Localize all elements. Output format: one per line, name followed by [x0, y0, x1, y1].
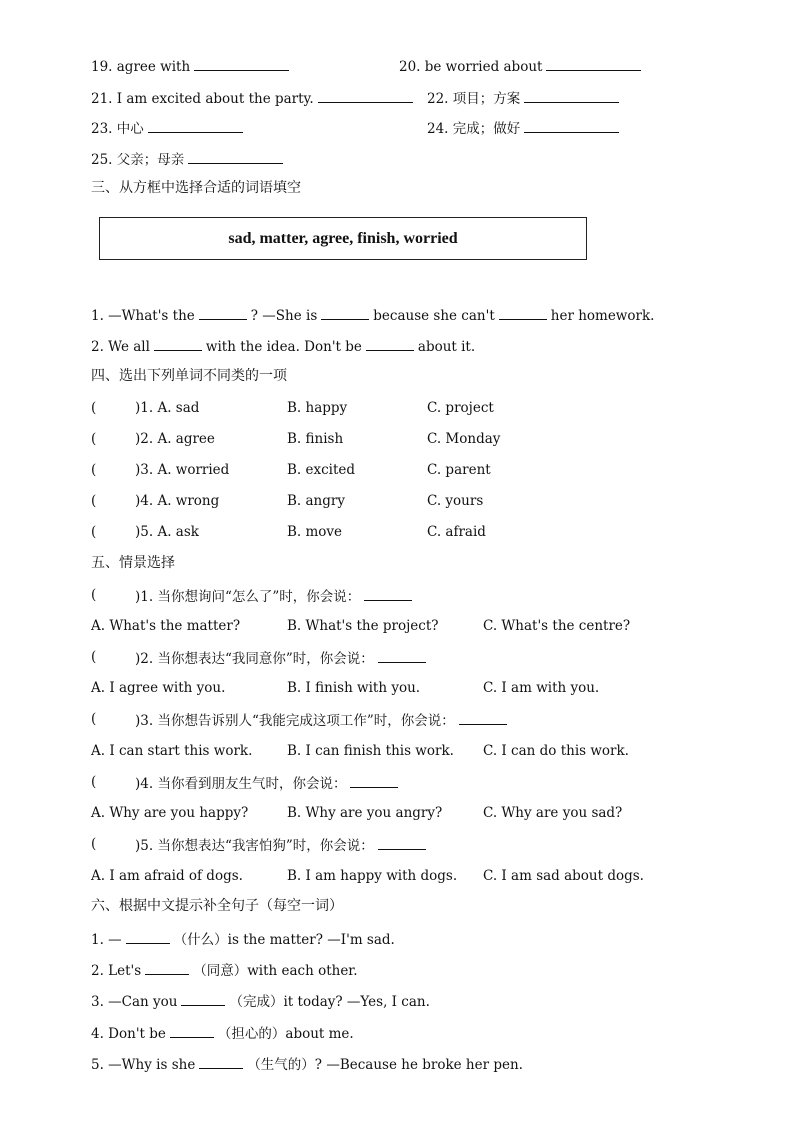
answer-blank[interactable]	[154, 336, 202, 351]
complete-sentence-4	[91, 1023, 354, 1043]
sentence-text: 2. Let's	[91, 963, 142, 979]
option-c: C. Monday	[427, 431, 501, 447]
question-text: 1. —What's the	[91, 308, 195, 324]
question-text: about it.	[417, 339, 476, 355]
answer-paren[interactable]: (	[91, 711, 97, 727]
vocab-item-21	[91, 88, 417, 108]
option-a: )2. A. agree	[135, 431, 215, 447]
word-box-text: sad, matter, agree, finish, worried	[228, 229, 458, 247]
option-b[interactable]: B. I finish with you.	[287, 680, 421, 696]
question-text: )5. 当你想表达“我害怕狗”时，你会说：	[135, 838, 374, 854]
option-c[interactable]: C. Why are you sad?	[483, 805, 623, 821]
choice-row-1	[91, 399, 96, 417]
answer-blank[interactable]	[181, 991, 225, 1006]
question-text: )4. 当你看到朋友生气时，你会说：	[135, 776, 347, 792]
answer-blank[interactable]	[459, 710, 507, 725]
question-text: her homework.	[550, 308, 655, 324]
answer-paren[interactable]: (	[91, 587, 97, 603]
option-b[interactable]: B. I am happy with dogs.	[287, 868, 458, 884]
choice-row-3	[91, 461, 96, 479]
scenario-prompt-2	[135, 648, 430, 668]
vocab-item-19	[91, 56, 293, 76]
sentence-text: （同意）with each other.	[193, 963, 358, 979]
option-c: C. parent	[427, 462, 491, 478]
answer-blank[interactable]	[524, 118, 619, 133]
option-b: B. angry	[287, 493, 345, 509]
option-b: B. move	[287, 524, 343, 540]
question-text: )1. 当你想询问“怎么了”时，你会说：	[135, 589, 361, 605]
sentence-text: 4. Don't be	[91, 1026, 166, 1042]
option-b: B. finish	[287, 431, 344, 447]
section-6-title: 六、根据中文提示补全句子（每空一词）	[91, 898, 343, 914]
choice-row-5	[91, 523, 96, 541]
answer-blank[interactable]	[350, 773, 398, 788]
scenario-question-3	[91, 710, 96, 728]
option-a[interactable]: A. Why are you happy?	[91, 805, 249, 821]
scenario-question-4	[91, 773, 96, 791]
option-b: B. excited	[287, 462, 356, 478]
section-5-title: 五、情景选择	[91, 555, 175, 571]
fill-question-2	[91, 336, 475, 356]
option-b[interactable]: B. I can finish this work.	[287, 743, 454, 759]
option-a: )4. A. wrong	[135, 493, 220, 509]
section-4-title: 四、选出下列单词不同类的一项	[91, 368, 287, 384]
answer-blank[interactable]	[546, 56, 641, 71]
sentence-text: （担心的）about me.	[217, 1026, 354, 1042]
complete-sentence-5	[91, 1054, 523, 1074]
scenario-question-1	[91, 586, 96, 604]
option-b[interactable]: B. What's the project?	[287, 618, 439, 634]
option-a[interactable]: A. I am afraid of dogs.	[91, 868, 243, 884]
option-b: B. happy	[287, 400, 348, 416]
option-c: C. yours	[427, 493, 484, 509]
sentence-text: 1. —	[91, 932, 122, 948]
option-c: C. project	[427, 400, 494, 416]
question-text: because she can't	[373, 308, 495, 324]
option-a[interactable]: A. I can start this work.	[91, 743, 253, 759]
scenario-prompt-3	[135, 710, 511, 730]
vocab-text: 22. 项目；方案	[427, 91, 521, 107]
answer-blank[interactable]	[148, 118, 243, 133]
answer-paren[interactable]: (	[91, 493, 97, 509]
answer-blank[interactable]	[378, 835, 426, 850]
vocab-text: 24. 完成；做好	[427, 121, 521, 137]
scenario-question-5	[91, 835, 96, 853]
question-text: )2. 当你想表达“我同意你”时，你会说：	[135, 651, 374, 667]
vocab-text: 21. I am excited about the party.	[91, 91, 314, 107]
scenario-prompt-4	[135, 773, 402, 793]
answer-blank[interactable]	[199, 305, 247, 320]
option-a: )3. A. worried	[135, 462, 230, 478]
answer-paren[interactable]: (	[91, 400, 97, 416]
option-a: )1. A. sad	[135, 400, 200, 416]
scenario-prompt-1	[135, 586, 416, 606]
answer-paren[interactable]: (	[91, 431, 97, 447]
answer-paren[interactable]: (	[91, 774, 97, 790]
answer-blank[interactable]	[194, 56, 289, 71]
option-a: )5. A. ask	[135, 524, 199, 540]
question-text: )3. 当你想告诉别人“我能完成这项工作”时，你会说：	[135, 713, 455, 729]
answer-blank[interactable]	[318, 88, 413, 103]
option-c: C. afraid	[427, 524, 486, 540]
vocab-item-24	[427, 118, 623, 138]
answer-paren[interactable]: (	[91, 649, 97, 665]
vocab-item-25	[91, 149, 287, 169]
question-text: with the idea. Don't be	[205, 339, 362, 355]
sentence-text: 5. —Why is she	[91, 1057, 196, 1073]
choice-row-4	[91, 492, 96, 510]
answer-blank[interactable]	[126, 929, 170, 944]
sentence-text: （完成）it today? —Yes, I can.	[229, 994, 430, 1010]
answer-blank[interactable]	[499, 305, 547, 320]
vocab-item-23	[91, 118, 247, 138]
answer-blank[interactable]	[170, 1023, 214, 1038]
answer-paren[interactable]: (	[91, 462, 97, 478]
complete-sentence-2	[91, 960, 358, 980]
answer-blank[interactable]	[199, 1054, 243, 1069]
sentence-text: （什么）is the matter? —I'm sad.	[173, 932, 395, 948]
answer-blank[interactable]	[321, 305, 369, 320]
vocab-item-22	[427, 88, 623, 108]
sentence-text: 3. —Can you	[91, 994, 178, 1010]
option-b[interactable]: B. Why are you angry?	[287, 805, 443, 821]
option-a[interactable]: A. I agree with you.	[91, 680, 226, 696]
answer-paren[interactable]: (	[91, 524, 97, 540]
scenario-question-2	[91, 648, 96, 666]
answer-blank[interactable]	[524, 88, 619, 103]
section-3-title: 三、从方框中选择合适的词语填空	[91, 180, 301, 196]
vocab-item-20	[399, 56, 645, 76]
choice-row-2	[91, 430, 96, 448]
fill-question-1	[91, 305, 654, 325]
option-c[interactable]: C. I am with you.	[483, 680, 600, 696]
answer-paren[interactable]: (	[91, 836, 97, 852]
option-c[interactable]: C. I am sad about dogs.	[483, 868, 644, 884]
scenario-prompt-5	[135, 835, 430, 855]
option-c[interactable]: C. What's the centre?	[483, 618, 631, 634]
answer-blank[interactable]	[378, 648, 426, 663]
answer-blank[interactable]	[145, 960, 189, 975]
vocab-text: 20. be worried about	[399, 59, 543, 75]
vocab-text: 19. agree with	[91, 59, 191, 75]
answer-blank[interactable]	[366, 336, 414, 351]
option-a[interactable]: A. What's the matter?	[91, 618, 241, 634]
vocab-text: 23. 中心	[91, 121, 144, 137]
complete-sentence-3	[91, 991, 430, 1011]
sentence-text: （生气的）? —Because he broke her pen.	[247, 1057, 523, 1073]
vocab-text: 25. 父亲；母亲	[91, 152, 185, 168]
question-text: 2. We all	[91, 339, 150, 355]
word-box	[99, 217, 587, 260]
option-c[interactable]: C. I can do this work.	[483, 743, 629, 759]
complete-sentence-1	[91, 929, 395, 949]
answer-blank[interactable]	[188, 149, 283, 164]
question-text: ? —She is	[250, 308, 318, 324]
answer-blank[interactable]	[364, 586, 412, 601]
